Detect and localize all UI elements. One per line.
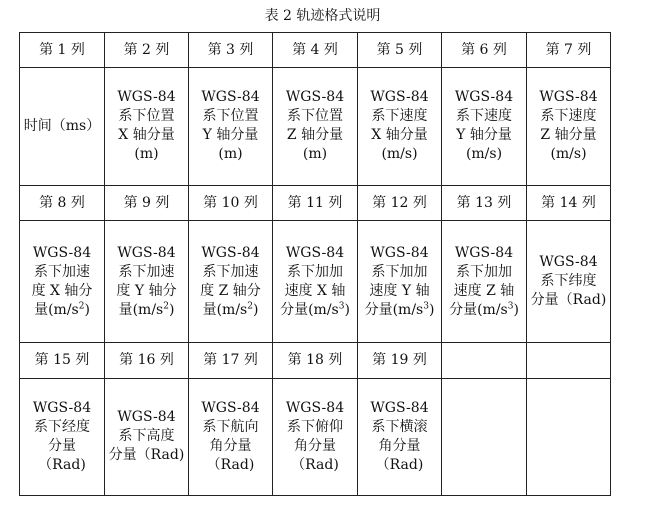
description-line: 速度 Z 轴 bbox=[453, 282, 515, 299]
column-header-cell: 第 12 列 bbox=[358, 185, 442, 220]
description-line: 系下航向 bbox=[202, 418, 259, 435]
description-line: 度 Y 轴分 bbox=[116, 282, 177, 299]
description-cell bbox=[442, 68, 527, 185]
description-line: 系下位置 bbox=[202, 108, 259, 125]
column-header-cell: 第 8 列 bbox=[20, 185, 105, 220]
description-cell bbox=[358, 220, 442, 342]
description-line: 系下俯仰 bbox=[287, 418, 343, 435]
description-cell bbox=[442, 220, 527, 342]
description-line: 系下横滚 bbox=[371, 418, 428, 435]
description-line: WGS-84 bbox=[539, 89, 598, 106]
column-header-cell: 第 5 列 bbox=[358, 33, 442, 68]
description-line: 度 X 轴分 bbox=[31, 282, 93, 299]
description-cell bbox=[527, 378, 611, 495]
header-row bbox=[20, 185, 611, 220]
column-header-cell: 第 6 列 bbox=[442, 33, 527, 68]
description-cell bbox=[273, 378, 358, 495]
description-line: 系下速度 bbox=[371, 108, 428, 125]
description-line: 系下加速 bbox=[118, 263, 175, 280]
description-line: 系下速度 bbox=[540, 108, 597, 125]
description-line: (m/s) bbox=[550, 146, 587, 163]
description-line: Z 轴分量 bbox=[286, 127, 344, 144]
description-line: 系下加加 bbox=[287, 263, 343, 280]
description-line: Z 轴分量 bbox=[540, 127, 597, 144]
column-header-cell: 第 11 列 bbox=[273, 185, 358, 220]
description-row bbox=[20, 68, 611, 185]
column-header-cell: 第 7 列 bbox=[527, 33, 611, 68]
description-line: 分量（Rad) bbox=[108, 447, 185, 464]
description-line: 系下位置 bbox=[287, 108, 343, 125]
column-header-cell: 第 16 列 bbox=[105, 343, 189, 378]
column-header-cell bbox=[442, 343, 527, 378]
column-header-cell: 第 13 列 bbox=[442, 185, 527, 220]
description-line: 系下加加 bbox=[371, 263, 428, 280]
description-line: Y 轴分量 bbox=[456, 127, 512, 144]
description-cell bbox=[105, 220, 189, 342]
description-line: 系下位置 bbox=[118, 108, 175, 125]
description-line: 分量$(m/s^3)$ bbox=[364, 300, 435, 318]
description-line: (m/s) bbox=[465, 146, 503, 163]
description-cell bbox=[442, 378, 527, 495]
description-line: WGS-84 bbox=[201, 244, 260, 261]
description-line: WGS-84 bbox=[117, 89, 176, 106]
description-cell bbox=[105, 68, 189, 185]
description-line: 系下纬度 bbox=[540, 273, 597, 290]
description-line: WGS-84 bbox=[32, 399, 92, 416]
description-cell bbox=[20, 220, 105, 342]
table-caption: 表 2 轨迹格式说明 bbox=[264, 8, 381, 24]
column-header-cell: 第 18 列 bbox=[273, 343, 358, 378]
description-line: WGS-84 bbox=[201, 399, 260, 416]
description-line: Y 轴分量 bbox=[202, 127, 259, 144]
description-cell bbox=[189, 378, 273, 495]
description-line: WGS-84 bbox=[117, 409, 176, 426]
description-line: 分量（Rad) bbox=[530, 292, 607, 309]
description-line: WGS-84 bbox=[539, 254, 598, 271]
description-line: 角分量 bbox=[294, 437, 336, 454]
description-line: WGS-84 bbox=[117, 244, 176, 261]
column-header-cell: 第 4 列 bbox=[273, 33, 358, 68]
column-header-cell: 第 17 列 bbox=[189, 343, 273, 378]
description-line: 系下加速 bbox=[34, 263, 90, 280]
description-line: WGS-84 bbox=[285, 399, 345, 416]
description-line: (m) bbox=[302, 146, 328, 163]
column-header-cell: 第 14 列 bbox=[527, 185, 611, 220]
description-line: 分量$(m/s^3)$ bbox=[449, 300, 519, 318]
column-header-cell: 第 1 列 bbox=[20, 33, 105, 68]
description-line: (m) bbox=[218, 146, 243, 163]
description-line: （Rad) bbox=[291, 456, 339, 473]
description-line: 量$(m/s^2)$ bbox=[202, 300, 259, 318]
description-line: 角分量 bbox=[209, 437, 252, 454]
description-line: (m/s) bbox=[381, 146, 418, 163]
description-line: WGS-84 bbox=[285, 89, 345, 106]
column-header-cell bbox=[527, 343, 611, 378]
description-line: X 轴分量 bbox=[118, 127, 175, 144]
description-cell bbox=[273, 68, 358, 185]
column-header-cell: 第 2 列 bbox=[105, 33, 189, 68]
description-line: （Rad) bbox=[206, 456, 255, 473]
description-line: WGS-84 bbox=[285, 244, 345, 261]
description-cell bbox=[189, 68, 273, 185]
description-line: 分量$(m/s^3)$ bbox=[280, 300, 350, 318]
description-line: WGS-84 bbox=[370, 89, 429, 106]
description-line: 系下速度 bbox=[456, 108, 512, 125]
description-line: （Rad) bbox=[375, 456, 424, 473]
column-header-cell: 第 10 列 bbox=[189, 185, 273, 220]
description-cell bbox=[105, 378, 189, 495]
header-row bbox=[20, 343, 611, 378]
description-line: 时间（ms） bbox=[23, 117, 101, 134]
description-cell bbox=[273, 220, 358, 342]
description-line: 系下加加 bbox=[456, 263, 512, 280]
column-header-cell: 第 3 列 bbox=[189, 33, 273, 68]
description-line: 系下高度 bbox=[118, 428, 175, 445]
description-line: 角分量 bbox=[378, 437, 421, 454]
description-line: 系下加速 bbox=[202, 263, 259, 280]
description-line: X 轴分量 bbox=[371, 127, 428, 144]
header-row bbox=[20, 33, 611, 68]
column-header-cell: 第 19 列 bbox=[358, 343, 442, 378]
column-header-cell: 第 15 列 bbox=[20, 343, 105, 378]
description-line: 度 Z 轴分 bbox=[200, 282, 261, 299]
description-cell bbox=[527, 68, 611, 185]
description-line: 系下经度 bbox=[34, 418, 90, 435]
description-line: WGS-84 bbox=[370, 244, 429, 261]
description-row bbox=[20, 220, 611, 342]
description-line: 量$(m/s^2)$ bbox=[118, 300, 175, 318]
description-line: WGS-84 bbox=[201, 89, 260, 106]
column-header-cell: 第 9 列 bbox=[105, 185, 189, 220]
description-line: WGS-84 bbox=[454, 244, 514, 261]
description-line: （Rad) bbox=[38, 456, 86, 473]
description-line: 量$(m/s^2)$ bbox=[34, 300, 90, 318]
description-cell bbox=[527, 220, 611, 342]
description-cell bbox=[20, 68, 105, 185]
description-cell bbox=[358, 378, 442, 495]
description-line: (m) bbox=[134, 146, 159, 163]
description-row bbox=[20, 378, 611, 495]
description-line: WGS-84 bbox=[370, 399, 429, 416]
description-cell bbox=[358, 68, 442, 185]
trajectory-format-table bbox=[19, 32, 611, 496]
description-cell bbox=[20, 378, 105, 495]
description-line: WGS-84 bbox=[454, 89, 514, 106]
description-cell bbox=[189, 220, 273, 342]
description-line: 速度 X 轴 bbox=[284, 282, 346, 299]
description-line: 速度 Y 轴 bbox=[369, 282, 430, 299]
description-line: WGS-84 bbox=[32, 244, 92, 261]
description-line: 分量 bbox=[48, 437, 76, 454]
